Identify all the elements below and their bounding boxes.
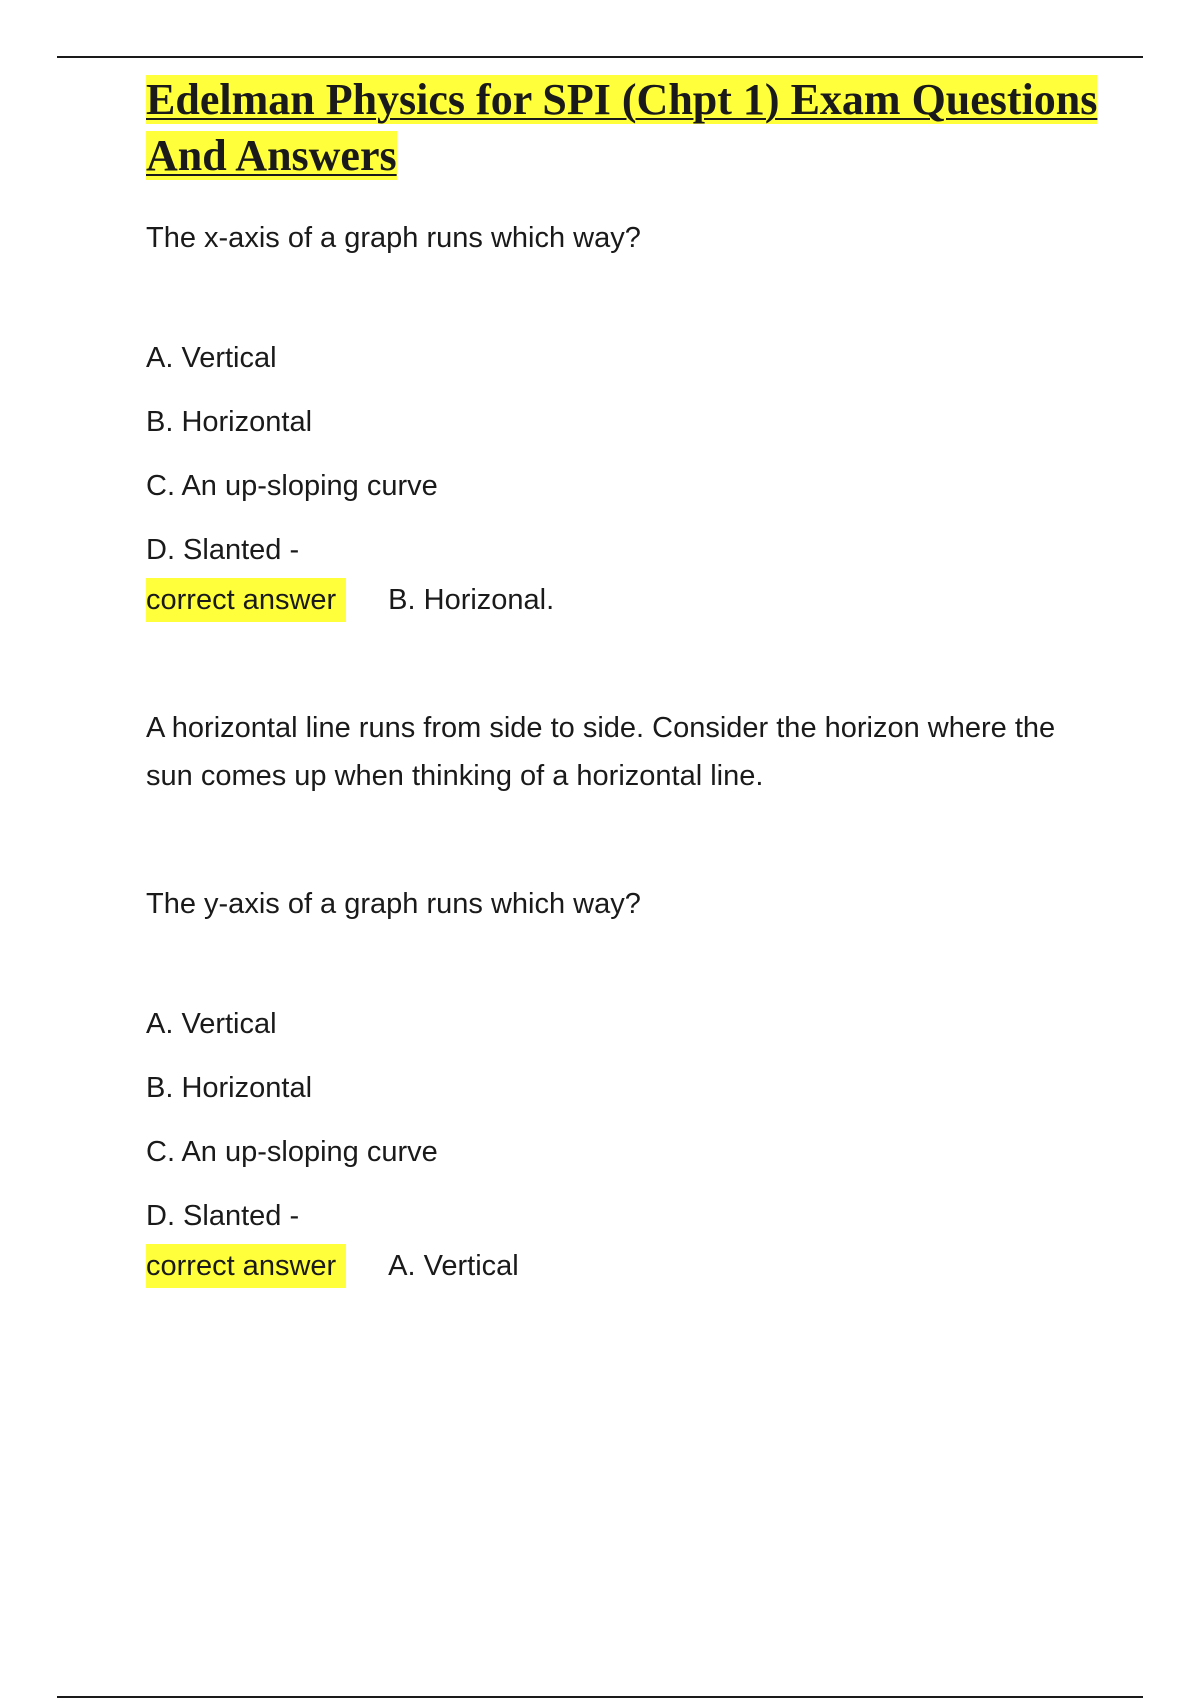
option-d: D. Slanted - — [146, 1200, 300, 1232]
question-prompt: The x-axis of a graph runs which way? — [146, 222, 641, 254]
question-block-1 — [146, 214, 1106, 800]
answer-explanation: A horizontal line runs from side to side. Consider the horizon where the sun comes up when thinking of a horizontal line. — [146, 712, 1056, 792]
question-block-2 — [146, 880, 1106, 1290]
document-page — [146, 72, 1106, 1290]
correct-answer-label: correct answer — [146, 1244, 346, 1288]
option-c: C. An up-sloping curve — [146, 470, 438, 502]
option-b: B. Horizontal — [146, 406, 313, 438]
option-b: B. Horizontal — [146, 1072, 313, 1104]
answer-row — [146, 576, 1106, 624]
document-title-text: Edelman Physics for SPI (Chpt 1) Exam Questions And Answers — [146, 75, 1098, 180]
option-d: D. Slanted - — [146, 534, 300, 566]
question-prompt: The y-axis of a graph runs which way? — [146, 888, 641, 920]
document-title — [146, 72, 1106, 184]
option-list — [146, 338, 1106, 576]
bottom-rule — [57, 1696, 1143, 1698]
correct-answer-value: A. Vertical — [388, 1250, 519, 1282]
option-list — [146, 1004, 1106, 1242]
top-rule — [57, 56, 1143, 58]
option-c: C. An up-sloping curve — [146, 1136, 438, 1168]
correct-answer-value: B. Horizonal. — [388, 584, 555, 616]
answer-row — [146, 1242, 1106, 1290]
option-a: A. Vertical — [146, 1008, 277, 1040]
correct-answer-label: correct answer — [146, 578, 346, 622]
option-a: A. Vertical — [146, 342, 277, 374]
